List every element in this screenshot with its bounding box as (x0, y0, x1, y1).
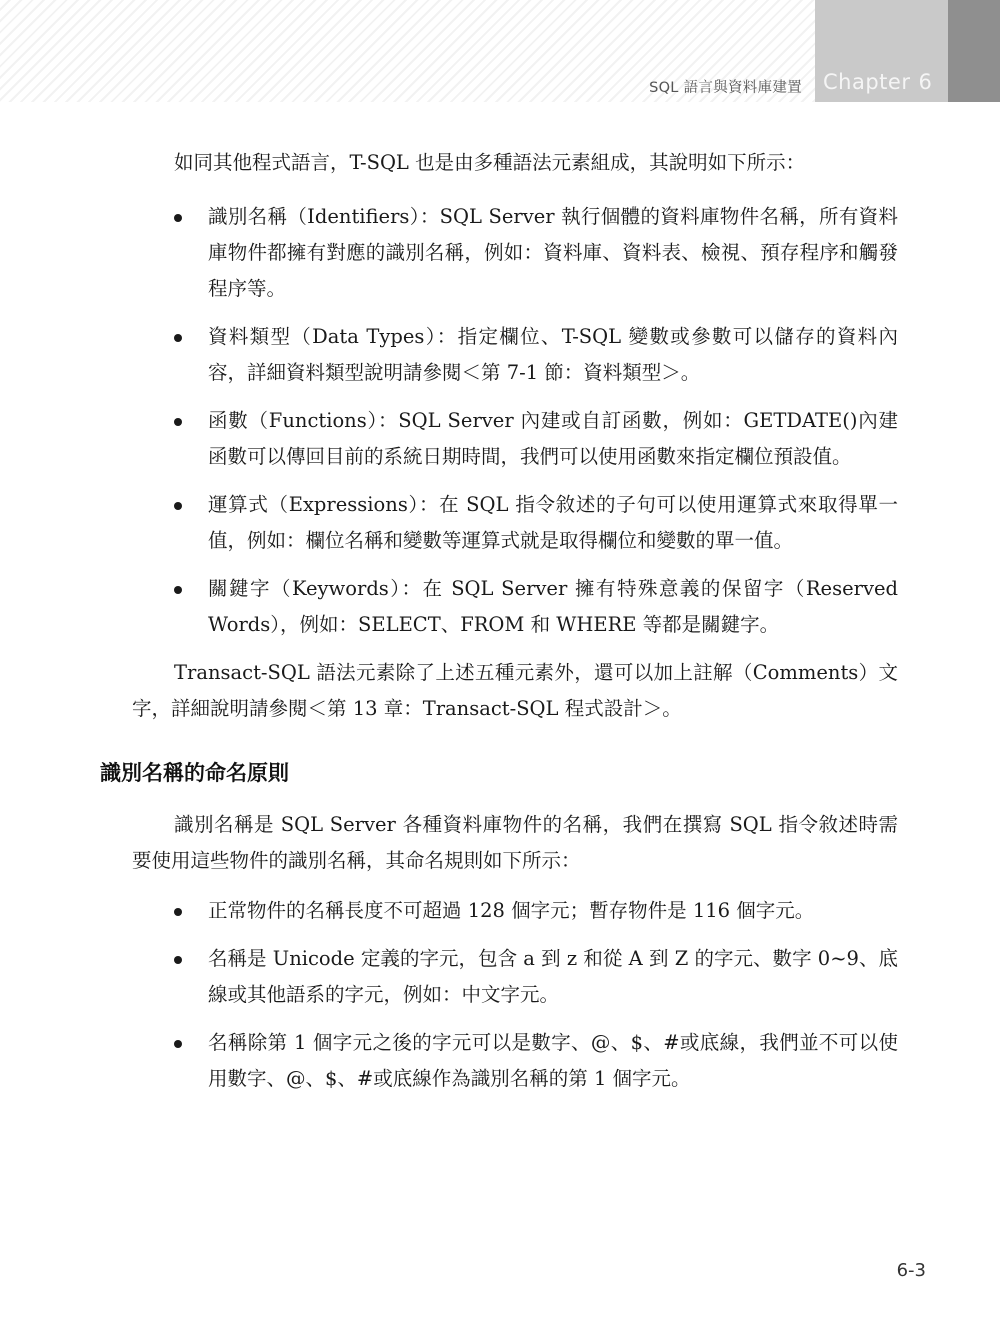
bullet-icon (174, 502, 182, 510)
list-item-text: 識別名稱（Identifiers）：SQL Server 執行個體的資料庫物件名稱，所有資料庫物件都擁有對應的識別名稱，例如：資料庫、資料表、檢視、預存程序和觸發程序等。 (208, 205, 898, 300)
chapter-label (823, 70, 932, 94)
list-item (132, 403, 898, 475)
naming-intro-paragraph: 識別名稱是 SQL Server 各種資料庫物件的名稱，我們在撰寫 SQL 指令敘述時需要使用這些物件的識別名稱，其命名規則如下所示： (132, 813, 898, 872)
comments-paragraph: Transact-SQL 語法元素除了上述五種元素外，還可以加上註解（Comments）文字，詳細說明請參閱＜第 13 章：Transact-SQL 程式設計＞。 (132, 661, 898, 720)
bullet-icon (174, 956, 182, 964)
naming-rules-list (132, 893, 898, 1097)
bullet-icon (174, 908, 182, 916)
intro-paragraph: 如同其他程式語言，T-SQL 也是由多種語法元素組成，其說明如下所示： (174, 151, 806, 174)
list-item-text: 函數（Functions）：SQL Server 內建或自訂函數，例如：GETDATE()內建函數可以傳回目前的系統日期時間，我們可以使用函數來指定欄位預設值。 (208, 409, 898, 468)
list-item (132, 1025, 898, 1097)
list-item (132, 941, 898, 1013)
list-item (132, 319, 898, 391)
list-item-text: 運算式（Expressions）：在 SQL 指令敘述的子句可以使用運算式來取得單一值，例如：欄位名稱和變數等運算式就是取得欄位和變數的單一值。 (208, 493, 898, 552)
header-edge-tab (948, 0, 1000, 102)
chapter-number: 6 (918, 70, 933, 94)
list-item-text: 資料類型（Data Types）：指定欄位、T-SQL 變數或參數可以儲存的資料內容，詳細資料類型說明請參閱＜第 7-1 節：資料類型＞。 (208, 325, 898, 384)
list-item-text: 正常物件的名稱長度不可超過 128 個字元；暫存物件是 116 個字元。 (208, 899, 815, 922)
list-item-text: 關鍵字（Keywords）：在 SQL Server 擁有特殊意義的保留字（Reserved Words），例如：SELECT、FROM 和 WHERE 等都是關鍵字。 (208, 577, 898, 636)
list-item (132, 487, 898, 559)
bullet-icon (174, 586, 182, 594)
page-number: 6-3 (896, 1260, 926, 1281)
list-item (132, 571, 898, 643)
bullet-icon (174, 1040, 182, 1048)
syntax-element-list (132, 199, 898, 643)
section-heading: 識別名稱的命名原則 (100, 761, 289, 785)
running-title: SQL 語言與資料庫建置 (649, 80, 802, 96)
list-item (132, 199, 898, 307)
bullet-icon (174, 334, 182, 342)
list-item (132, 893, 898, 929)
chapter-word: Chapter (823, 70, 911, 94)
list-item-text: 名稱除第 1 個字元之後的字元可以是數字、@、$、#或底線，我們並不可以使用數字、@、$、#或底線作為識別名稱的第 1 個字元。 (208, 1031, 898, 1090)
bullet-icon (174, 418, 182, 426)
page-body (100, 145, 898, 1109)
bullet-icon (174, 214, 182, 222)
list-item-text: 名稱是 Unicode 定義的字元，包含 a 到 z 和從 A 到 Z 的字元、數字 0~9、底線或其他語系的字元，例如：中文字元。 (208, 947, 898, 1006)
